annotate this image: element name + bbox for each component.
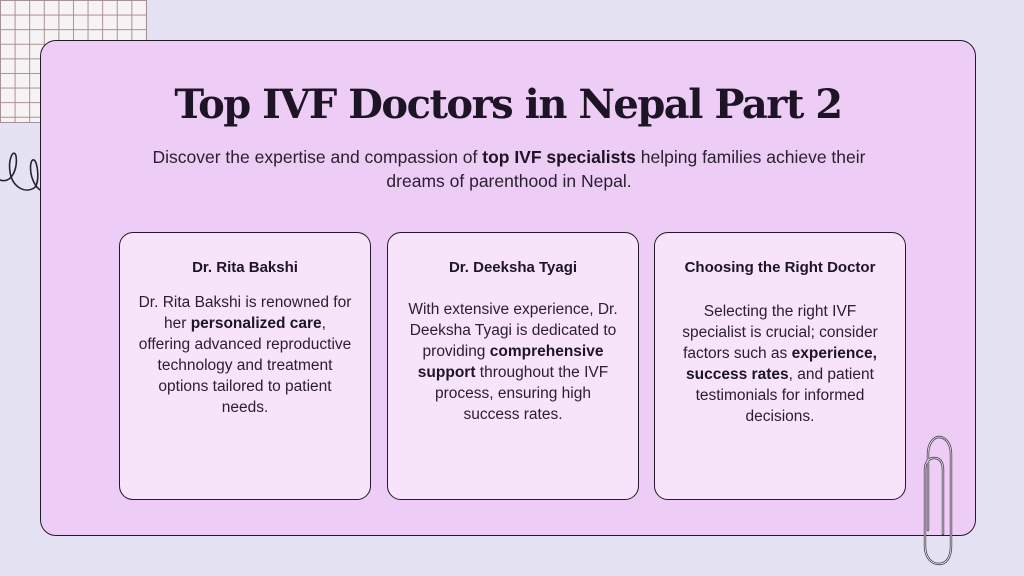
card-body-bold: comprehensive support [417,343,604,381]
subtitle-bold-text: top IVF specialists [482,147,636,167]
card-deeksha-tyagi [387,232,639,500]
slide-title: Top IVF Doctors in Nepal Part 2 [174,81,842,128]
card-body [406,299,620,425]
paperclip-icon [918,434,960,568]
slide-card [40,40,976,536]
subtitle-text-start: Discover the expertise and compassion of [152,147,483,167]
card-body [673,301,887,427]
card-title: Dr. Deeksha Tyagi [448,259,578,276]
card-body [138,292,352,418]
card-body-text: With extensive experience, Dr. Deeksha Tyagi is dedicated to providing [408,301,618,360]
slide-subtitle [151,145,867,193]
subtitle-text-end: helping families achieve their dreams of parenthood in Nepal. [386,147,866,191]
card-body-text: , and patient testimonials for informed decisions. [695,366,874,425]
card-body-text: throughout the IVF process, ensuring high success rates. [435,364,609,423]
card-rita-bakshi [119,232,371,500]
card-body-bold: experience, success rates [686,345,877,383]
card-body-text: Selecting the right IVF specialist is crucial; consider factors such as [682,303,878,362]
card-title: Dr. Rita Bakshi [192,259,298,276]
card-body-bold: personalized care [190,315,322,332]
card-body-text: , offering advanced reproductive technology and treatment options tailored to patient needs. [138,315,352,416]
card-title: Choosing the Right Doctor [684,259,876,276]
card-body-text: Dr. Rita Bakshi is renowned for her [138,294,352,332]
card-choosing-doctor [654,232,906,500]
